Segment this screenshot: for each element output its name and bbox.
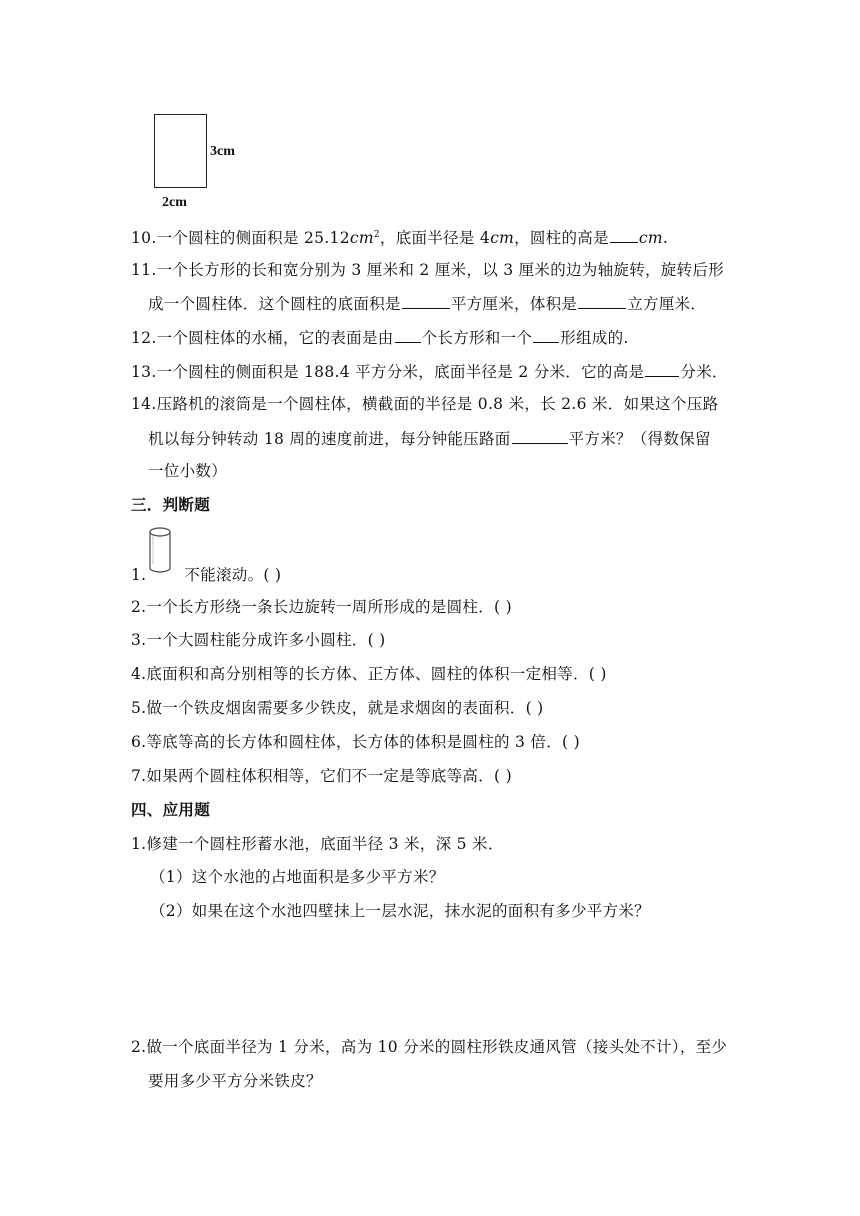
application-2-line-2: 要用多少平方分米铁皮？ [148, 1072, 322, 1090]
judge-text: 一个长方形绕一条长边旋转一周所形成的是圆柱．( ) [146, 598, 512, 616]
answer-blank[interactable] [578, 293, 626, 309]
q10-text-c: ，圆柱的高是 [514, 229, 609, 248]
judge-number: 2. [131, 598, 147, 616]
section-title-judgement: 三．判断题 [131, 496, 211, 514]
q11-text-b: 平方厘米，体积是 [450, 295, 578, 313]
judge-number: 4. [131, 665, 147, 683]
q10-unit-2: cm [490, 229, 515, 248]
question-10 [131, 225, 668, 248]
answer-blank[interactable] [512, 428, 568, 444]
application-2-line-1 [131, 1037, 727, 1057]
q10-text-b: ，底面半径是 4 [379, 229, 491, 248]
question-12 [131, 327, 629, 348]
q10-text-d: . [662, 229, 669, 248]
question-number: 10. [131, 229, 157, 248]
q11-text-c: 立方厘米． [627, 295, 707, 313]
question-14-line-1 [131, 394, 718, 414]
judge-text: 一个大圆柱能分成许多小圆柱．( ) [146, 631, 386, 649]
judge-text: 如果两个圆柱体积相等，它们不一定是等底等高．( ) [146, 767, 512, 785]
q13-text-b: 分米． [680, 363, 728, 381]
answer-blank[interactable] [610, 227, 638, 243]
section-title-application: 四、应用题 [131, 801, 211, 819]
judge-number: 6. [131, 733, 147, 751]
judge-item-6 [131, 732, 580, 752]
judge-text: 做一个铁皮烟囱需要多少铁皮，就是求烟囱的表面积．( ) [146, 699, 544, 717]
judge-text: 底面积和高分别相等的长方体、正方体、圆柱的体积一定相等．( ) [146, 665, 607, 683]
judge-number: 3. [131, 631, 147, 649]
application-1-sub-2: （2）如果在这个水池四壁抹上一层水泥，抹水泥的面积有多少平方米？ [150, 902, 650, 920]
judge-number: 7. [131, 767, 147, 785]
question-number: 14. [131, 395, 157, 413]
judge-item-2 [131, 597, 512, 617]
application-1 [131, 834, 504, 854]
q14-text-b: 平方米？（得数保留 [568, 430, 711, 448]
q10-unit-3: cm [638, 229, 663, 248]
q14-text-a: 机以每分钟转动 18 周的速度前进，每分钟能压路面 [148, 430, 511, 448]
q11-text-a: 成一个圆柱体．这个圆柱的底面积是 [148, 295, 401, 313]
q11-text-line-1: 一个长方形的长和宽分别为 3 厘米和 2 厘米，以 3 厘米的边为轴旋转，旋转后形 [156, 261, 725, 279]
rect-height-label: 3cm [210, 144, 235, 159]
q14-text-line-1: 压路机的滚筒是一个圆柱体，横截面的半径是 0.8 米，长 2.6 米．如果这个压路 [156, 395, 719, 413]
q12-text-a: 一个圆柱体的水桶，它的表面是由 [156, 329, 394, 347]
judge-number: 1. [131, 566, 147, 584]
rect-width-label: 2cm [162, 195, 187, 210]
judge-text: 不能滚动。( ) [184, 566, 282, 584]
app-text: 修建一个圆柱形蓄水池，底面半径 3 米，深 5 米． [146, 835, 504, 853]
question-14-line-3: 一位小数） [148, 462, 228, 480]
question-13 [131, 361, 728, 382]
answer-blank[interactable] [395, 327, 421, 343]
question-11-line-1 [131, 260, 724, 280]
question-number: 13. [131, 363, 157, 381]
question-14-line-2 [148, 428, 711, 449]
rectangle-figure [154, 114, 207, 188]
q10-unit-1: cm [349, 229, 374, 248]
question-number: 11. [131, 261, 157, 279]
answer-blank[interactable] [533, 327, 559, 343]
judge-item-7 [131, 766, 512, 786]
app-number: 2. [131, 1038, 147, 1056]
q12-text-c: 形组成的. [560, 329, 629, 347]
app-number: 1. [131, 835, 147, 853]
judge-item-5 [131, 698, 544, 718]
application-1-sub-1: （1）这个水池的占地面积是多少平方米？ [150, 868, 445, 886]
judge-number: 5. [131, 699, 147, 717]
judge-item-3 [131, 630, 386, 650]
question-11-line-2 [148, 293, 706, 314]
q10-superscript: 2 [373, 230, 380, 240]
judge-text: 等底等高的长方体和圆柱体，长方体的体积是圆柱的 3 倍．( ) [146, 733, 580, 751]
answer-blank[interactable] [645, 361, 679, 377]
q12-text-b: 个长方形和一个 [421, 329, 533, 347]
q13-text-a: 一个圆柱的侧面积是 188.4 平方分米，底面半径是 2 分米．它的高是 [156, 363, 645, 381]
question-number: 12. [131, 329, 157, 347]
app-text: 做一个底面半径为 1 分米，高为 10 分米的圆柱形铁皮通风管（接头处不计），至少 [146, 1038, 728, 1056]
judge-item-4 [131, 664, 607, 684]
judge-item-1 [131, 565, 281, 585]
answer-blank[interactable] [402, 293, 450, 309]
q10-text-a: 一个圆柱的侧面积是 25.12 [156, 229, 350, 248]
